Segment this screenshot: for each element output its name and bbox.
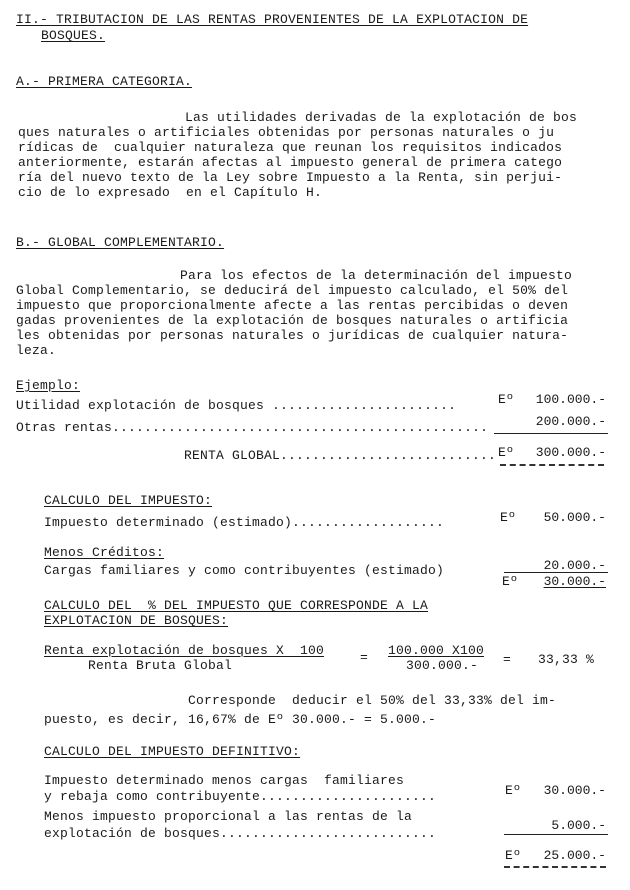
final-row1-currency: Eº (505, 783, 522, 798)
calc-heading: CALCULO DEL IMPUESTO: (44, 493, 213, 508)
example-row-currency: Eº (498, 392, 515, 407)
part-a-para-line: rídicas de cualquier naturaleza que reunan los requisitos indicados (18, 140, 563, 155)
final-row2-value: 5.000.- (551, 818, 606, 833)
final-row1-line2: y rebaja como contribuyente...................... (44, 789, 437, 804)
net-value: 30.000.- (543, 574, 606, 589)
part-a-heading: A.- PRIMERA CATEGORIA. (16, 74, 193, 89)
fraction-den-value: 300.000.- (406, 658, 479, 673)
part-b-para-line: gadas provenientes de la explotación de bosques naturales o artificia (16, 313, 569, 328)
less-heading: Menos Créditos: (44, 545, 165, 560)
part-a-para-line: anteriormente, estarán afectas al impuesto general de primera catego (18, 155, 563, 170)
part-a-para-line: ques naturales o artificiales obtenidas por personas naturales o ju (18, 125, 555, 140)
less-label: Cargas familiares y como contribuyentes (estimado) (44, 563, 445, 578)
percent-heading-line2: EXPLOTACION DE BOSQUES: (44, 613, 229, 628)
part-b-para-line: Para los efectos de la determinación del impuesto (180, 268, 573, 283)
fraction-num-value: 100.000 X100 (388, 643, 485, 658)
final-row1-line1: Impuesto determinado menos cargas familiares (44, 773, 405, 788)
final-row1-value: 30.000.- (543, 783, 606, 798)
note-line: Corresponde deducir el 50% del 33,33% del im- (188, 693, 557, 708)
part-b-heading: B.- GLOBAL COMPLEMENTARIO. (16, 235, 225, 250)
section-title-line1: II.- TRIBUTACION DE LAS RENTAS PROVENIENTES DE LA EXPLOTACION DE (16, 12, 529, 27)
fraction-denominator: Renta Bruta Global (88, 658, 233, 673)
equals-sign: = (503, 652, 512, 667)
note-line: puesto, es decir, 16,67% de Eº 30.000.- = 5.000.- (44, 712, 437, 727)
part-b-para-line: Global Complementario, se deducirá del impuesto calculado, el 50% del (16, 283, 569, 298)
less-value: 20.000.- (543, 558, 606, 573)
example-total-label: RENTA GLOBAL........................... (184, 448, 497, 463)
sum-rule (504, 572, 608, 573)
example-row-value: 100.000.- (535, 392, 606, 407)
calc-row-value: 50.000.- (543, 510, 606, 525)
total-double-rule (504, 866, 606, 868)
part-a-para-line: ría del nuevo texto de la Ley sobre Impuesto a la Renta, sin perjui- (18, 170, 563, 185)
final-total-currency: Eº (505, 848, 522, 863)
calc-row-label: Impuesto determinado (estimado)................... (44, 515, 445, 530)
final-heading: CALCULO DEL IMPUESTO DEFINITIVO: (44, 744, 301, 759)
part-b-para-line: impuesto que proporcionalmente afecte a las rentas percibidas o deven (16, 298, 569, 313)
calc-row-currency: Eº (500, 510, 517, 525)
net-currency: Eº (502, 574, 519, 589)
section-title-line2: BOSQUES. (41, 28, 106, 43)
sum-rule (494, 433, 608, 434)
example-total-currency: Eº (498, 445, 515, 460)
total-double-rule (500, 464, 604, 466)
percent-heading-line1: CALCULO DEL % DEL IMPUESTO QUE CORRESPONDE A LA (44, 598, 429, 613)
fraction-numerator: Renta explotación de bosques X 100 (44, 643, 325, 658)
example-row-value: 200.000.- (535, 414, 606, 429)
example-total-value: 300.000.- (535, 445, 606, 460)
example-row-label: Utilidad explotación de bosques ....................... (16, 398, 457, 413)
final-total-value: 25.000.- (543, 848, 606, 863)
percent-result: 33,33 % (538, 652, 595, 667)
final-row2-line2: explotación de bosques........................... (44, 826, 437, 841)
example-heading: Ejemplo: (16, 378, 81, 393)
sum-rule (504, 834, 608, 835)
equals-sign: = (360, 650, 369, 665)
part-a-para-line: cio de lo expresado en el Capítulo H. (18, 185, 323, 200)
part-b-para-line: les obtenidas por personas naturales o jurídicas de cualquier natura- (16, 328, 569, 343)
part-b-para-line: leza. (16, 343, 57, 358)
example-row-label: Otras rentas............................................... (16, 420, 489, 435)
part-a-para-line: Las utilidades derivadas de la explotación de bos (185, 110, 578, 125)
final-row2-line1: Menos impuesto proporcional a las rentas de la (44, 809, 413, 824)
